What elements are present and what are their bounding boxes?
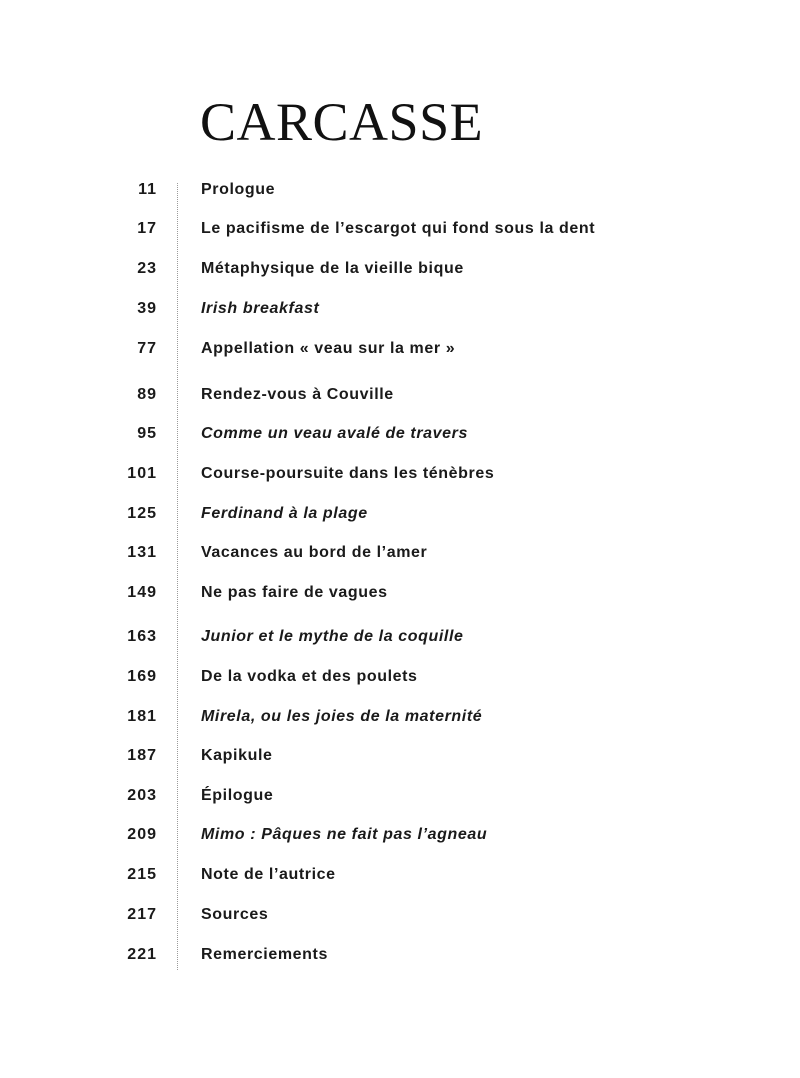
page-number: 181 bbox=[127, 708, 157, 725]
chapter-title: Sources bbox=[201, 906, 269, 923]
page-number: 163 bbox=[127, 628, 157, 645]
toc-entry[interactable] bbox=[0, 254, 800, 284]
chapter-title: Ne pas faire de vagues bbox=[201, 584, 388, 601]
chapter-title: Kapikule bbox=[201, 747, 273, 764]
chapter-title: Comme un veau avalé de travers bbox=[201, 425, 469, 442]
toc-entry[interactable] bbox=[0, 662, 800, 692]
toc-entry[interactable] bbox=[0, 860, 800, 890]
toc-entry[interactable] bbox=[0, 820, 800, 850]
page-number: 203 bbox=[127, 787, 157, 804]
page-number: 17 bbox=[137, 220, 157, 237]
chapter-title: Mirela, ou les joies de la maternité bbox=[201, 708, 483, 725]
page-number: 131 bbox=[127, 544, 157, 561]
toc-entry[interactable] bbox=[0, 499, 800, 529]
page-number: 217 bbox=[127, 906, 157, 923]
toc-entry[interactable] bbox=[0, 940, 800, 970]
toc-entry[interactable] bbox=[0, 622, 800, 652]
toc-entry[interactable] bbox=[0, 741, 800, 771]
page-number: 77 bbox=[137, 340, 157, 357]
page-number: 11 bbox=[138, 181, 157, 198]
toc-entry[interactable] bbox=[0, 459, 800, 489]
chapter-title: Métaphysique de la vieille bique bbox=[201, 260, 464, 277]
page-number: 101 bbox=[127, 465, 157, 482]
page-number: 209 bbox=[127, 826, 157, 843]
page-number: 187 bbox=[127, 747, 157, 764]
chapter-title: Rendez-vous à Couville bbox=[201, 386, 394, 403]
toc-entry[interactable] bbox=[0, 900, 800, 930]
page-number: 169 bbox=[127, 668, 157, 685]
chapter-title: Vacances au bord de l’amer bbox=[201, 544, 428, 561]
toc-entry[interactable] bbox=[0, 294, 800, 324]
page-number: 23 bbox=[137, 260, 157, 277]
page-number: 39 bbox=[137, 300, 157, 317]
chapter-title: Prologue bbox=[201, 181, 276, 198]
toc-entry[interactable] bbox=[0, 175, 800, 205]
chapter-title: Irish breakfast bbox=[201, 300, 320, 317]
page-number: 95 bbox=[137, 425, 157, 442]
chapter-title: Ferdinand à la plage bbox=[201, 505, 368, 522]
chapter-title: Note de l’autrice bbox=[201, 866, 336, 883]
page-number: 125 bbox=[127, 505, 157, 522]
toc-entry[interactable] bbox=[0, 334, 800, 364]
chapter-title: Course-poursuite dans les ténèbres bbox=[201, 465, 495, 482]
page-number: 215 bbox=[127, 866, 157, 883]
toc-entry[interactable] bbox=[0, 380, 800, 410]
toc-entry[interactable] bbox=[0, 781, 800, 811]
toc-entry[interactable] bbox=[0, 538, 800, 568]
toc-entry[interactable] bbox=[0, 214, 800, 244]
book-title: CARCASSE bbox=[200, 92, 484, 152]
chapter-title: Épilogue bbox=[201, 787, 274, 804]
chapter-title: Appellation « veau sur la mer » bbox=[201, 340, 456, 357]
chapter-title: Mimo : Pâques ne fait pas l’agneau bbox=[201, 826, 488, 843]
page-number: 149 bbox=[127, 584, 157, 601]
chapter-title: Le pacifisme de l’escargot qui fond sous la dent bbox=[201, 220, 596, 237]
toc-entry[interactable] bbox=[0, 702, 800, 732]
page-number: 221 bbox=[127, 946, 157, 963]
toc-entry[interactable] bbox=[0, 578, 800, 608]
page-number: 89 bbox=[137, 386, 157, 403]
chapter-title: Remerciements bbox=[201, 946, 328, 963]
toc-entry[interactable] bbox=[0, 419, 800, 449]
chapter-title: De la vodka et des poulets bbox=[201, 668, 418, 685]
chapter-title: Junior et le mythe de la coquille bbox=[201, 628, 464, 645]
